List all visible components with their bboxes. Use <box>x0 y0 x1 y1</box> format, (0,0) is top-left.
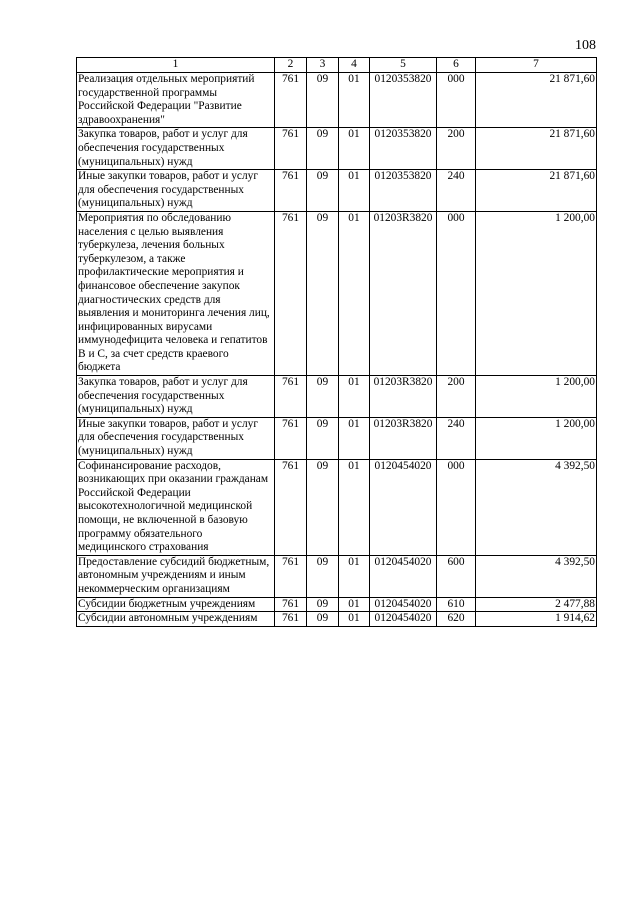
table-row <box>77 597 597 612</box>
row-name-cell: Субсидии автономным учреждениям <box>77 612 275 627</box>
expense-type-cell: 610 <box>437 597 476 612</box>
amount-cell: 2 477,88 <box>476 597 597 612</box>
table-row <box>77 417 597 459</box>
column-header: 5 <box>370 58 437 73</box>
admin-code-cell: 761 <box>275 73 307 128</box>
row-name-cell: Закупка товаров, работ и услуг для обеспечения государственных (муниципальных) нужд <box>77 128 275 170</box>
amount-cell: 21 871,60 <box>476 170 597 212</box>
expense-type-cell: 620 <box>437 612 476 627</box>
table-row <box>77 555 597 597</box>
section-code-cell: 09 <box>307 597 339 612</box>
amount-cell: 1 914,62 <box>476 612 597 627</box>
table-row <box>77 128 597 170</box>
amount-cell: 4 392,50 <box>476 459 597 555</box>
row-name-cell: Закупка товаров, работ и услуг для обеспечения государственных (муниципальных) нужд <box>77 376 275 418</box>
section-code-cell: 09 <box>307 128 339 170</box>
target-article-cell: 0120454020 <box>370 597 437 612</box>
target-article-cell: 01203R3820 <box>370 417 437 459</box>
subsection-code-cell: 01 <box>339 555 370 597</box>
subsection-code-cell: 01 <box>339 597 370 612</box>
admin-code-cell: 761 <box>275 417 307 459</box>
section-code-cell: 09 <box>307 459 339 555</box>
amount-cell: 4 392,50 <box>476 555 597 597</box>
column-header: 6 <box>437 58 476 73</box>
row-name-cell: Софинансирование расходов, возникающих при оказании гражданам Российской Федерации высокотехнологичной медицинской помощи, не включенной в базовую программу обязательного медицинского страхования <box>77 459 275 555</box>
column-header: 4 <box>339 58 370 73</box>
expense-type-cell: 200 <box>437 128 476 170</box>
admin-code-cell: 761 <box>275 211 307 375</box>
expense-type-cell: 000 <box>437 459 476 555</box>
target-article-cell: 0120353820 <box>370 128 437 170</box>
section-code-cell: 09 <box>307 376 339 418</box>
admin-code-cell: 761 <box>275 555 307 597</box>
budget-table <box>76 57 597 627</box>
section-code-cell: 09 <box>307 612 339 627</box>
admin-code-cell: 761 <box>275 128 307 170</box>
row-name-cell: Мероприятия по обследованию населения с целью выявления туберкулеза, лечения больных туберкулезом, а также профилактические мероприятия и финансовое обеспечение закупок диагностических средств для выявления и мониторинга лечения лиц, инфицированных вирусами иммунодефицита человека и гепатитов В и С, за счет средств краевого бюджета <box>77 211 275 375</box>
expense-type-cell: 240 <box>437 170 476 212</box>
section-code-cell: 09 <box>307 170 339 212</box>
subsection-code-cell: 01 <box>339 459 370 555</box>
table-row <box>77 211 597 375</box>
section-code-cell: 09 <box>307 555 339 597</box>
subsection-code-cell: 01 <box>339 612 370 627</box>
amount-cell: 1 200,00 <box>476 211 597 375</box>
table-row <box>77 170 597 212</box>
table-row <box>77 73 597 128</box>
target-article-cell: 01203R3820 <box>370 376 437 418</box>
expense-type-cell: 000 <box>437 73 476 128</box>
expense-type-cell: 000 <box>437 211 476 375</box>
amount-cell: 1 200,00 <box>476 417 597 459</box>
row-name-cell: Реализация отдельных мероприятий государственной программы Российской Федерации "Развитие здравоохранения" <box>77 73 275 128</box>
subsection-code-cell: 01 <box>339 73 370 128</box>
row-name-cell: Предоставление субсидий бюджетным, автономным учреждениям и иным некоммерческим организациям <box>77 555 275 597</box>
row-name-cell: Иные закупки товаров, работ и услуг для обеспечения государственных (муниципальных) нужд <box>77 170 275 212</box>
admin-code-cell: 761 <box>275 612 307 627</box>
target-article-cell: 0120353820 <box>370 170 437 212</box>
admin-code-cell: 761 <box>275 376 307 418</box>
expense-type-cell: 600 <box>437 555 476 597</box>
table-body <box>77 73 597 627</box>
expense-type-cell: 200 <box>437 376 476 418</box>
target-article-cell: 0120454020 <box>370 612 437 627</box>
section-code-cell: 09 <box>307 211 339 375</box>
column-header: 7 <box>476 58 597 73</box>
table-header-row <box>77 58 597 73</box>
table-row <box>77 376 597 418</box>
amount-cell: 21 871,60 <box>476 128 597 170</box>
section-code-cell: 09 <box>307 73 339 128</box>
column-header: 2 <box>275 58 307 73</box>
page-number: 108 <box>575 38 596 53</box>
amount-cell: 21 871,60 <box>476 73 597 128</box>
row-name-cell: Иные закупки товаров, работ и услуг для обеспечения государственных (муниципальных) нужд <box>77 417 275 459</box>
subsection-code-cell: 01 <box>339 417 370 459</box>
admin-code-cell: 761 <box>275 170 307 212</box>
target-article-cell: 0120454020 <box>370 555 437 597</box>
column-header: 1 <box>77 58 275 73</box>
admin-code-cell: 761 <box>275 597 307 612</box>
table-row <box>77 612 597 627</box>
row-name-cell: Субсидии бюджетным учреждениям <box>77 597 275 612</box>
subsection-code-cell: 01 <box>339 128 370 170</box>
admin-code-cell: 761 <box>275 459 307 555</box>
target-article-cell: 01203R3820 <box>370 211 437 375</box>
target-article-cell: 0120454020 <box>370 459 437 555</box>
expense-type-cell: 240 <box>437 417 476 459</box>
subsection-code-cell: 01 <box>339 170 370 212</box>
target-article-cell: 0120353820 <box>370 73 437 128</box>
section-code-cell: 09 <box>307 417 339 459</box>
column-header: 3 <box>307 58 339 73</box>
subsection-code-cell: 01 <box>339 376 370 418</box>
amount-cell: 1 200,00 <box>476 376 597 418</box>
subsection-code-cell: 01 <box>339 211 370 375</box>
table-row <box>77 459 597 555</box>
